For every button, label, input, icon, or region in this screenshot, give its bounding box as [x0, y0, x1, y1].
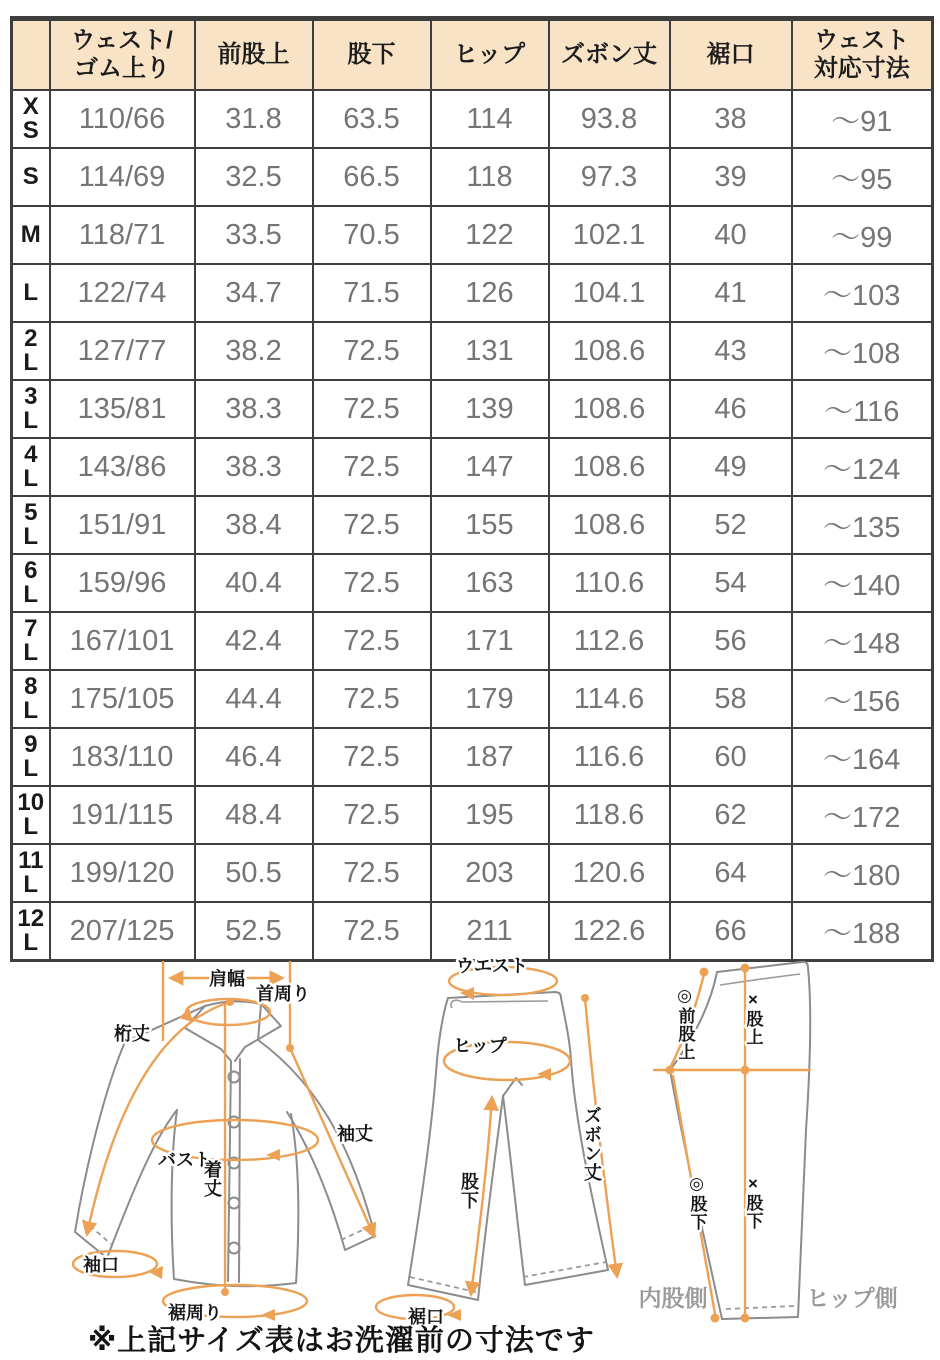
value-cell: 120.6 [549, 844, 670, 902]
label-pants-length: ズボン丈 [582, 1106, 602, 1182]
table-row [12, 438, 933, 496]
value-cell: 187 [431, 728, 549, 786]
column-header-3: ヒップ [431, 19, 549, 91]
value-cell: 110.6 [549, 554, 670, 612]
value-cell: 52.5 [195, 902, 313, 961]
value-cell: ～99 [792, 206, 933, 264]
value-cell: 62 [670, 786, 792, 844]
value-cell: 175/105 [50, 670, 195, 728]
value-cell: 199/120 [50, 844, 195, 902]
value-cell: 56 [670, 612, 792, 670]
label-inseam-a: ◎股下 [687, 1174, 707, 1231]
size-cell: M [12, 206, 50, 264]
label-bust: バスト [158, 1150, 212, 1170]
value-cell: ～91 [792, 90, 933, 148]
column-header-6: ウェスト 対応寸法 [792, 19, 933, 91]
table-header-row [12, 19, 933, 91]
value-cell: 42.4 [195, 612, 313, 670]
value-cell: 58 [670, 670, 792, 728]
label-neck: 首周り [256, 984, 310, 1004]
value-cell: 167/101 [50, 612, 195, 670]
value-cell: 110/66 [50, 90, 195, 148]
value-cell: 108.6 [549, 496, 670, 554]
value-cell: 31.8 [195, 90, 313, 148]
column-header-1: 前股上 [195, 19, 313, 91]
table-row [12, 90, 933, 148]
value-cell: 43 [670, 322, 792, 380]
value-cell: 71.5 [313, 264, 431, 322]
value-cell: 112.6 [549, 612, 670, 670]
value-cell: 66 [670, 902, 792, 961]
table-row [12, 786, 933, 844]
value-cell: 108.6 [549, 380, 670, 438]
value-cell: 122.6 [549, 902, 670, 961]
value-cell: 72.5 [313, 554, 431, 612]
column-header-2: 股下 [313, 19, 431, 91]
size-table [10, 16, 934, 962]
pre-wash-note: ※上記サイズ表はお洗濯前の寸法です [88, 1325, 595, 1357]
table-row [12, 844, 933, 902]
value-cell: 72.5 [313, 438, 431, 496]
corner-cell [12, 19, 50, 91]
value-cell: ～124 [792, 438, 933, 496]
value-cell: ～164 [792, 728, 933, 786]
value-cell: 143/86 [50, 438, 195, 496]
pants-front-outline [408, 992, 608, 1300]
value-cell: 54 [670, 554, 792, 612]
value-cell: 211 [431, 902, 549, 961]
size-cell: 11 L [12, 844, 50, 902]
label-pants-hem: 裾口 [408, 1307, 444, 1327]
label-sleeve-length: 袖丈 [337, 1124, 373, 1144]
value-cell: ～116 [792, 380, 933, 438]
value-cell: 72.5 [313, 786, 431, 844]
size-cell: 12 L [12, 902, 50, 961]
value-cell: 32.5 [195, 148, 313, 206]
value-cell: 40 [670, 206, 792, 264]
label-hem-around: 裾周り [168, 1303, 222, 1323]
value-cell: 63.5 [313, 90, 431, 148]
value-cell: 127/77 [50, 322, 195, 380]
table-row [12, 264, 933, 322]
value-cell: 207/125 [50, 902, 195, 961]
value-cell: 135/81 [50, 380, 195, 438]
value-cell: 118.6 [549, 786, 670, 844]
table-row [12, 554, 933, 612]
table-row [12, 496, 933, 554]
value-cell: 108.6 [549, 322, 670, 380]
shirt-measure-diagram [35, 948, 425, 1333]
column-header-4: ズボン丈 [549, 19, 670, 91]
value-cell: 38 [670, 90, 792, 148]
label-cuff: 袖口 [83, 1255, 119, 1275]
value-cell: 97.3 [549, 148, 670, 206]
table-row [12, 612, 933, 670]
value-cell: 33.5 [195, 206, 313, 264]
size-cell: 10 L [12, 786, 50, 844]
value-cell: 147 [431, 438, 549, 496]
value-cell: 72.5 [313, 670, 431, 728]
value-cell: ～140 [792, 554, 933, 612]
value-cell: ～103 [792, 264, 933, 322]
value-cell: 195 [431, 786, 549, 844]
value-cell: ～156 [792, 670, 933, 728]
size-cell: S [12, 148, 50, 206]
value-cell: 131 [431, 322, 549, 380]
label-inseam: 股下 [459, 1172, 479, 1210]
size-cell: L [12, 264, 50, 322]
value-cell: 34.7 [195, 264, 313, 322]
table-row [12, 670, 933, 728]
value-cell: 40.4 [195, 554, 313, 612]
value-cell: 38.4 [195, 496, 313, 554]
size-cell: X S [12, 90, 50, 148]
label-inner-side: 内股側 [638, 1285, 708, 1311]
label-body-length: 着丈 [202, 1160, 222, 1198]
value-cell: 52 [670, 496, 792, 554]
value-cell: 163 [431, 554, 549, 612]
value-cell: 49 [670, 438, 792, 496]
value-cell: 126 [431, 264, 549, 322]
value-cell: ～108 [792, 322, 933, 380]
label-front-rise: ◎前股上 [675, 986, 695, 1061]
label-inseam-b: ×股下 [743, 1174, 763, 1230]
value-cell: ～180 [792, 844, 933, 902]
value-cell: 38.2 [195, 322, 313, 380]
value-cell: 102.1 [549, 206, 670, 264]
value-cell: ～188 [792, 902, 933, 961]
value-cell: 139 [431, 380, 549, 438]
value-cell: 118/71 [50, 206, 195, 264]
value-cell: 114.6 [549, 670, 670, 728]
value-cell: 191/115 [50, 786, 195, 844]
pants-side-diagram [640, 948, 940, 1343]
value-cell: 38.3 [195, 438, 313, 496]
label-hip: ヒップ [453, 1036, 507, 1056]
value-cell: 118 [431, 148, 549, 206]
value-cell: ～172 [792, 786, 933, 844]
label-waist: ウエスト [456, 956, 528, 976]
value-cell: 72.5 [313, 380, 431, 438]
value-cell: 116.6 [549, 728, 670, 786]
size-cell: 3 L [12, 380, 50, 438]
value-cell: 48.4 [195, 786, 313, 844]
value-cell: 108.6 [549, 438, 670, 496]
value-cell: 66.5 [313, 148, 431, 206]
value-cell: ～148 [792, 612, 933, 670]
size-cell: 6 L [12, 554, 50, 612]
value-cell: 179 [431, 670, 549, 728]
value-cell: 114 [431, 90, 549, 148]
size-cell: 8 L [12, 670, 50, 728]
value-cell: 203 [431, 844, 549, 902]
table-row [12, 206, 933, 264]
value-cell: 41 [670, 264, 792, 322]
value-cell: ～135 [792, 496, 933, 554]
value-cell: 72.5 [313, 728, 431, 786]
value-cell: 72.5 [313, 496, 431, 554]
value-cell: 183/110 [50, 728, 195, 786]
value-cell: 39 [670, 148, 792, 206]
table-row [12, 728, 933, 786]
value-cell: 44.4 [195, 670, 313, 728]
value-cell: 122 [431, 206, 549, 264]
column-header-0: ウェスト/ ゴム上り [50, 19, 195, 91]
label-rise: ×股上 [743, 990, 763, 1046]
size-cell: 7 L [12, 612, 50, 670]
value-cell: 155 [431, 496, 549, 554]
value-cell: 46 [670, 380, 792, 438]
value-cell: 72.5 [313, 612, 431, 670]
label-hip-side: ヒップ側 [806, 1285, 898, 1311]
value-cell: 151/91 [50, 496, 195, 554]
value-cell: ～95 [792, 148, 933, 206]
label-shoulder-width: 肩幅 [209, 969, 245, 989]
value-cell: 114/69 [50, 148, 195, 206]
label-sleeve-from-center: 桁丈 [114, 1024, 150, 1044]
value-cell: 72.5 [313, 322, 431, 380]
value-cell: 72.5 [313, 902, 431, 961]
value-cell: 93.8 [549, 90, 670, 148]
size-cell: 9 L [12, 728, 50, 786]
table-row [12, 322, 933, 380]
value-cell: 60 [670, 728, 792, 786]
table-row [12, 380, 933, 438]
value-cell: 70.5 [313, 206, 431, 264]
value-cell: 72.5 [313, 844, 431, 902]
table-row [12, 148, 933, 206]
size-cell: 2 L [12, 322, 50, 380]
pants-front-diagram [370, 948, 650, 1338]
value-cell: 159/96 [50, 554, 195, 612]
size-cell: 5 L [12, 496, 50, 554]
value-cell: 122/74 [50, 264, 195, 322]
column-header-5: 裾口 [670, 19, 792, 91]
size-cell: 4 L [12, 438, 50, 496]
value-cell: 64 [670, 844, 792, 902]
value-cell: 104.1 [549, 264, 670, 322]
value-cell: 50.5 [195, 844, 313, 902]
value-cell: 38.3 [195, 380, 313, 438]
value-cell: 171 [431, 612, 549, 670]
value-cell: 46.4 [195, 728, 313, 786]
